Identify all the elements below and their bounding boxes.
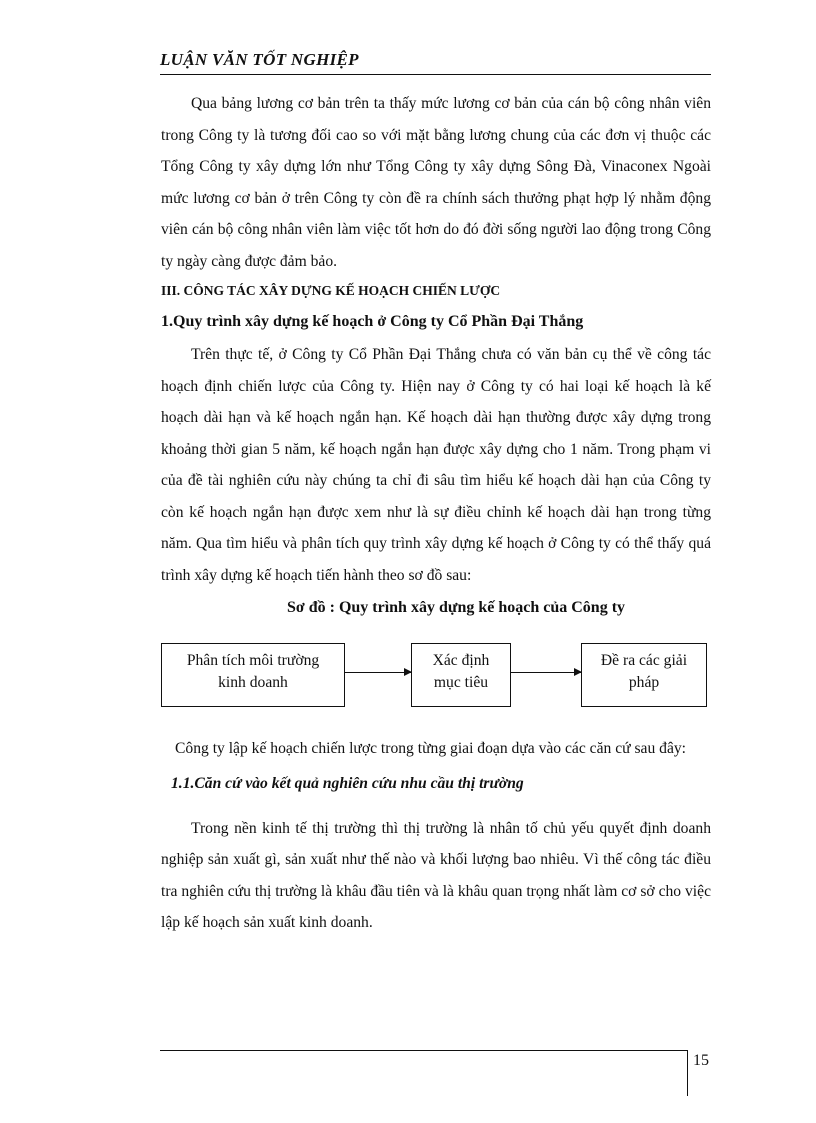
paragraph-salary: Qua bảng lương cơ bản trên ta thấy mức lương cơ bản của cán bộ công nhân viên trong Công ty là tương đối cao so với mặt bằng lương chung của các đơn vị thuộc các Tổng Công ty xây dựng lớn như Tổng Công ty xây dựng Sông Đà, Vinaconex Ngoài mức lương cơ bản ở trên Công ty còn đề ra chính sách thưởng phạt hợp lý nhằm động viên cán bộ công nhân viên làm việc tốt hơn do đó đời sống người lao động trong Công ty ngày càng được đảm bảo.	[161, 95, 711, 270]
box-objectives-line2: mục tiêu	[433, 674, 489, 691]
diagram-box-solutions	[581, 643, 707, 707]
footer-divider	[687, 1050, 688, 1096]
paragraph-market: Trong nền kinh tế thị trường thì thị trường là nhân tố chủ yếu quyết định doanh nghiệp sản xuất gì, sản xuất như thế nào và khối lượng bao nhiêu. Vì thế công tác điều tra nghiên cứu thị trường là khâu đầu tiên và là khâu quan trọng nhất làm cơ sở cho việc lập kế hoạch sản xuất kinh doanh.	[161, 819, 711, 931]
diagram-title: Sơ đồ : Quy trình xây dựng kế hoạch của Công ty	[286, 599, 626, 616]
diagram-box-analysis	[161, 643, 345, 707]
diagram-box-objectives	[411, 643, 511, 707]
page-content	[161, 88, 711, 939]
subsection-heading-1-1: 1.1.Căn cứ vào kết quả nghiên cứu nhu cầu thị trường	[171, 774, 524, 792]
box-solutions-line1: Đề ra các giải	[600, 652, 688, 669]
process-diagram	[161, 643, 711, 719]
section-heading: III. CÔNG TÁC XÂY DỰNG KẾ HOẠCH CHIẾN LƯỢC	[161, 283, 501, 298]
subsection-heading-1: 1.Quy trình xây dựng kế hoạch ở Công ty Cổ Phần Đại Thắng	[161, 313, 584, 330]
arrow-right-icon	[345, 672, 411, 673]
arrow-right-icon	[511, 672, 581, 673]
box-analysis-line1: Phân tích môi trường	[186, 652, 320, 669]
box-objectives-line1: Xác định	[432, 652, 490, 669]
box-solutions-line2: pháp	[628, 674, 660, 691]
paragraph-basis: Công ty lập kế hoạch chiến lược trong từng giai đoạn dựa vào các căn cứ sau đây:	[175, 740, 686, 757]
box-analysis-line2: kinh doanh	[218, 674, 288, 691]
page-number: 15	[693, 1052, 709, 1069]
header-rule	[160, 74, 711, 75]
header-title: LUẬN VĂN TỐT NGHIỆP	[160, 50, 359, 69]
paragraph-planning: Trên thực tế, ở Công ty Cổ Phần Đại Thắng chưa có văn bản cụ thể về công tác hoạch định chiến lược của Công ty. Hiện nay ở Công ty có hai loại kế hoạch là kế hoạch dài hạn và kế hoạch ngắn hạn. Kế hoạch dài hạn thường được xây dựng trong khoảng thời gian 5 năm, kế hoạch ngắn hạn được xây dựng cho 1 năm. Trong phạm vi của đề tài nghiên cứu này chúng ta chỉ đi sâu tìm hiểu kế hoạch dài hạn của Công ty còn kế hoạch ngắn hạn được xem như là sự điều chỉnh kế hoạch dài hạn trong từng năm. Qua tìm hiểu và phân tích quy trình xây dựng kế hoạch ở Công ty có thể thấy quá trình xây dựng kế hoạch tiến hành theo sơ đồ sau:	[161, 346, 711, 584]
footer-rule	[160, 1050, 687, 1051]
